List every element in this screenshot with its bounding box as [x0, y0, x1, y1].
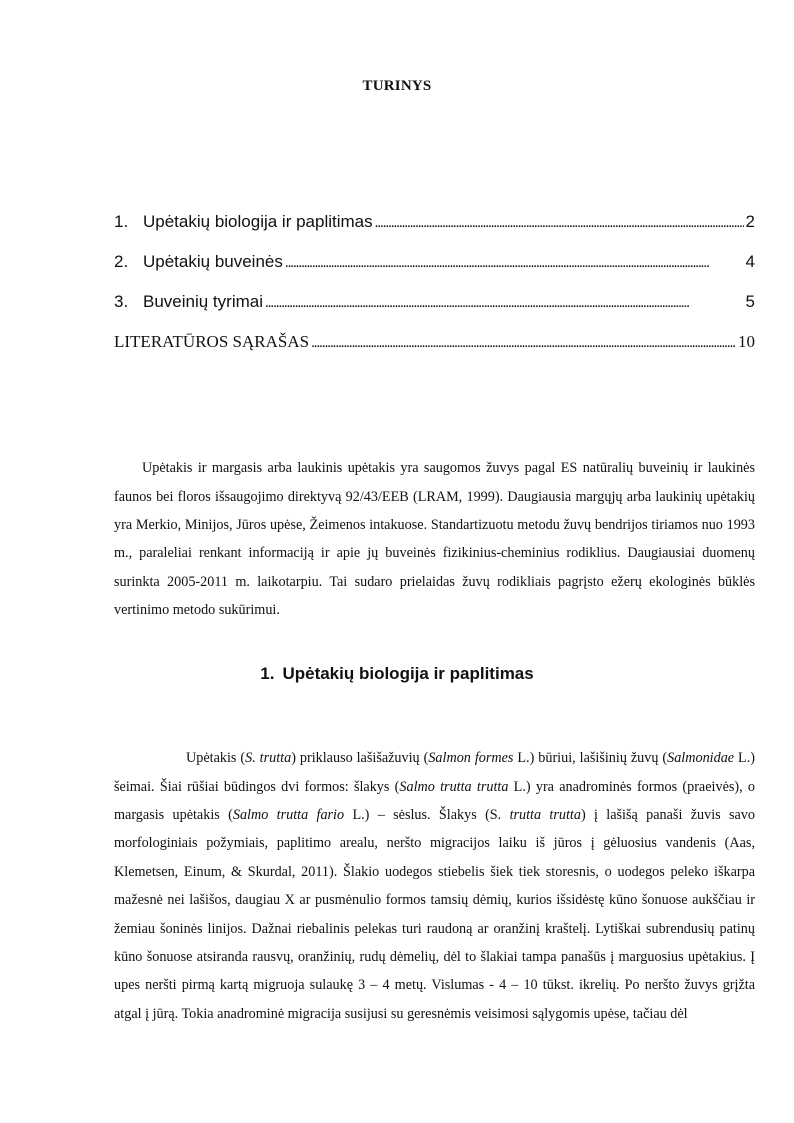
toc-entry-number: 2. [114, 252, 129, 271]
section-heading [0, 664, 794, 684]
toc-entry-label: Upėtakių buveinės [143, 252, 283, 271]
body-text: Upėtakis ( [186, 750, 246, 767]
species-name: S. trutta [245, 750, 292, 767]
body-text: L.) – sėslus. Šlakys (S. [344, 807, 510, 823]
toc-dot-leader [285, 255, 744, 272]
species-name: trutta trutta [509, 807, 581, 823]
toc-entry-page: 4 [745, 252, 755, 271]
body-text: ) į lašišą panaši žuvis savo morfologiniais požymiais, paplitimo arealu, neršto migracijos laiku iš jūros į gėluosius vandenis (Aas, Klemetsen, Einum, & Skurdal, 2011). Šlakio uodegos stiebelis šiek tiek storesnis, o uodegos peleko iškarpa mažesnė nei lašišos, daugiau X ar pusmėnulio formos tamsių dėmių, kurios išsidėstę kūno šonuose aukščiau ir žemiau šoninės linijos. Dažnai riebalinis pelekas turi raudoną ar oranžinį kraštelį. Lytiškai subrendusių patinų kūno šonuose atsiranda rausvų, oranžinių, rudų dėmelių, dėl to šlakiai tampa panašūs į marguosius upėtakius. Į upes neršti pirmą kartą migruoja sulaukę 3 – 4 metų. Vislumas - 4 – 10 tūkst. ikrelių. Po neršto žuvys grįžta atgal į jūrą. Tokia anadrominė migracija susijusi su geresnėmis veisimosi sąlygomis upėse, tačiau dėl [114, 807, 755, 1022]
toc-entry-page: 10 [738, 332, 755, 351]
section-title: Upėtakių biologija ir paplitimas [282, 664, 534, 683]
intro-paragraph: Upėtakis ir margasis arba laukinis upėtakis yra saugomos žuvys pagal ES natūralių buveinių ir laukinės faunos bei floros išsaugojimo direktyvą 92/43/EEB (LRAM, 1999). Daugiausia margųjų arba laukinių upėtakių yra Merkio, Minijos, Jūros upėse, Žeimenos intakuose. Standartizuotu metodu žuvų bendrijos tiriamos nuo 1993 m., paraleliai renkant informaciją ir apie jų buveinės fizikinius-cheminius rodiklius. Daugiausiai duomenų surinkta 2005-2011 m. laikotarpiu. Tai sudaro prielaidas žuvų rodikliais pagrįsto ežerų ekologinės būklės vertinimo metodo sukūrimui. [114, 460, 755, 619]
body-paragraph [114, 744, 755, 1028]
taxon-name: Salmon formes [428, 750, 514, 767]
species-name: Salmo trutta fario [232, 807, 345, 823]
species-name: Salmo trutta trutta [399, 778, 509, 795]
body-text: ) priklauso lašišažuvių ( [291, 750, 429, 767]
toc-dot-leader [311, 335, 736, 352]
toc-entry-number: 1. [114, 212, 129, 231]
toc-entry[interactable] [114, 332, 755, 372]
table-of-contents [114, 212, 755, 372]
toc-entry-label: Upėtakių biologija ir paplitimas [143, 212, 373, 231]
toc-dot-leader [375, 215, 744, 232]
section-number: 1. [260, 664, 275, 683]
toc-entry[interactable] [114, 212, 755, 252]
page-title: TURINYS [362, 78, 432, 94]
toc-entry-page: 2 [745, 212, 755, 231]
body-text: L.) šeimai. Šiai rūšiai būdingos dvi formos: šlakys ( [114, 750, 755, 795]
body-text: L.) yra anadrominės formos (praeivės), o margasis upėtakis ( [114, 778, 755, 823]
toc-entry-label: Buveinių tyrimai [143, 292, 263, 311]
toc-entry[interactable] [114, 252, 755, 292]
toc-entry[interactable] [114, 292, 755, 332]
taxon-name: Salmonidae [667, 750, 735, 767]
body-text: L.) būriui, lašišinių žuvų ( [513, 750, 668, 767]
toc-entry-number: 3. [114, 292, 129, 311]
toc-entry-label: LITERATŪROS SĄRAŠAS [114, 332, 310, 351]
toc-dot-leader [265, 295, 744, 312]
toc-entry-page: 5 [745, 292, 755, 311]
